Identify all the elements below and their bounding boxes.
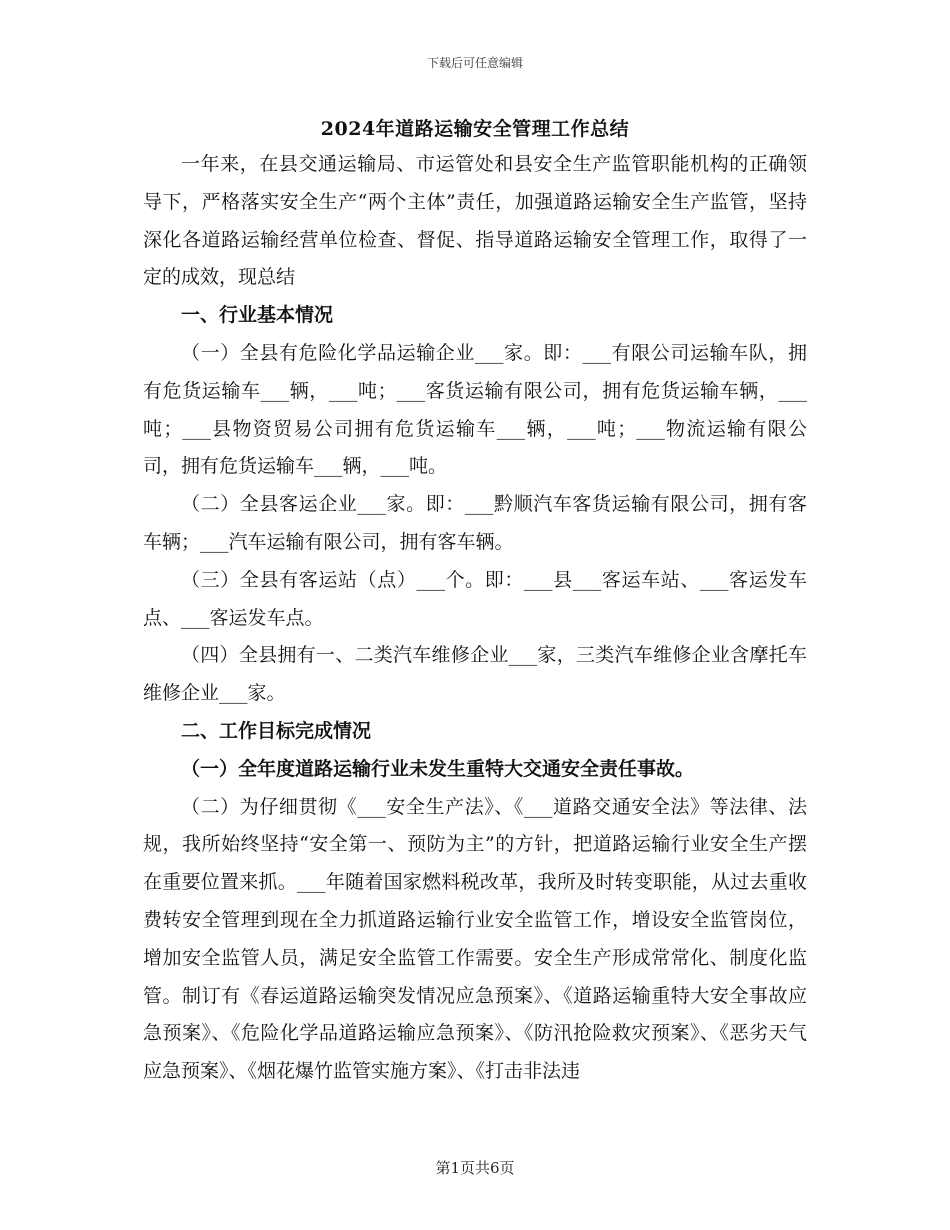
paragraph-2-2: （二）为仔细贯彻《___安全生产法》、《___道路交通安全法》等法律、法规，我所始终坚持“安全第一、预防为主”的方针，把道路运输行业安全生产摆在重要位置来抓。___年随着国家燃料税改革，我所及时转变职能，从过去重收费转安全管理到现在全力抓道路运输行业安全监管工作，增设安全监管岗位，增加安全监管人员，满足安全监管工作需要。安全生产形成常常化、制度化监管。制订有《春运道路运输突发情况应急预案》、《道路运输重特大安全事故应急预案》、《危险化学品道路运输应急预案》、《防汛抢险救灾预案》、《恶劣天气应急预案》、《烟花爆竹监管实施方案》、《打击非法违: [143, 795, 807, 1083]
header-note: 下载后可任意编辑: [426, 56, 523, 70]
document-body: [143, 112, 807, 1091]
paragraph-intro: 一年来，在县交通运输局、市运管处和县安全生产监管职能机构的正确领导下，严格落实安全生产“两个主体”责任，加强道路运输安全生产监管，坚持深化各道路运输经营单位检查、督促、指导道路运输安全管理工作，取得了一定的成效，现总结: [143, 153, 807, 289]
page-footer: 第1页共6页: [435, 1159, 515, 1177]
paragraph-1-2: （二）全县客运企业___家。即：___黔顺汽车客货运输有限公司，拥有客车辆；___汽车运输有限公司，拥有客车辆。: [143, 493, 807, 553]
paragraph-1-1: （一）全县有危险化学品运输企业___家。即：___有限公司运输车队，拥有危货运输车___辆，___吨；___客货运输有限公司，拥有危货运输车辆，___吨；___县物资贸易公司拥有危货运输车___辆，___吨；___物流运输有限公司，拥有危货运输车___辆，___吨。: [143, 341, 807, 478]
subsection-heading-2-1: （一）全年度道路运输行业未发生重特大交通安全责任事故。: [181, 757, 695, 780]
section-heading-2: 二、工作目标完成情况: [181, 719, 372, 742]
document-title: 2024年道路运输安全管理工作总结: [320, 118, 630, 140]
section-heading-1: 一、行业基本情况: [181, 304, 334, 327]
paragraph-1-4: （四）全县拥有一、二类汽车维修企业___家，三类汽车维修企业含摩托车维修企业___家。: [143, 644, 807, 705]
paragraph-1-3: （三）全县有客运站（点）___个。即：___县___客运车站、___客运发车点、___客运发车点。: [143, 568, 807, 629]
